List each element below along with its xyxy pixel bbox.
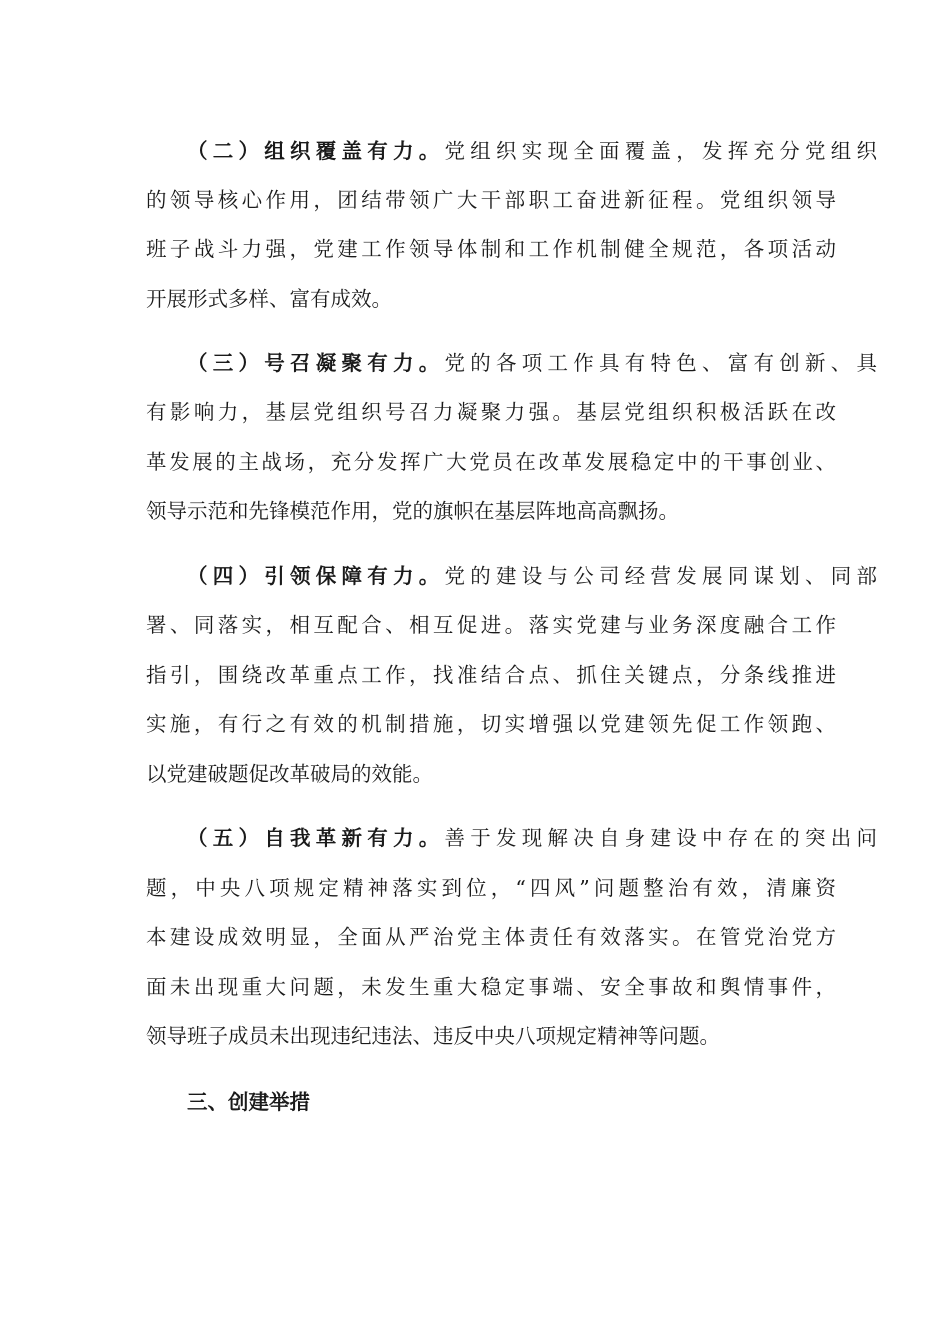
paragraph-4-line: 署、同落实，相互配合、相互促进。落实党建与业务深度融合工作 <box>146 613 836 637</box>
paragraph-3-first-line <box>187 343 877 383</box>
paragraph-4-title: （四）引领保障有力。 <box>187 564 445 588</box>
paragraph-2-line: 班子战斗力强，党建工作领导体制和工作机制健全规范，各项活动 <box>146 237 836 261</box>
paragraph-4-line: 指引，围绕改革重点工作，找准结合点、抓住关键点，分条线推进 <box>146 663 836 687</box>
paragraph-3-title: （三）号召凝聚有力。 <box>187 351 445 375</box>
paragraph-4-line: 实施，有行之有效的机制措施，切实增强以党建领先促工作领跑、 <box>146 712 836 736</box>
paragraph-5-title: （五）自我革新有力。 <box>187 826 445 850</box>
paragraph-4-first-line <box>187 556 877 596</box>
paragraph-5-line: 领导班子成员未出现违纪违法、违反中央八项规定精神等问题。 <box>146 1024 720 1048</box>
paragraph-4-text: 党的建设与公司经营发展同谋划、同部 <box>444 564 877 588</box>
paragraph-2-text: 党组织实现全面覆盖，发挥充分党组织 <box>444 139 877 163</box>
paragraph-2-first-line <box>187 131 877 171</box>
paragraph-5-line: 题，中央八项规定精神落实到位，“四风”问题整治有效，清廉资 <box>146 876 836 900</box>
paragraph-5-line: 面未出现重大问题，未发生重大稳定事端、安全事故和舆情事件， <box>146 975 836 999</box>
section-heading: 三、创建举措 <box>187 1090 310 1114</box>
paragraph-5-line: 本建设成效明显，全面从严治党主体责任有效落实。在管党治党方 <box>146 925 836 949</box>
paragraph-2-title: （二）组织覆盖有力。 <box>187 139 445 163</box>
paragraph-5-text: 善于发现解决自身建设中存在的突出问 <box>444 826 877 850</box>
paragraph-5-first-line <box>187 818 877 858</box>
paragraph-2-line: 开展形式多样、富有成效。 <box>146 287 392 311</box>
paragraph-3-line: 领导示范和先锋模范作用，党的旗帜在基层阵地高高飘扬。 <box>146 499 679 523</box>
paragraph-3-text: 党的各项工作具有特色、富有创新、具 <box>444 351 877 375</box>
paragraph-4-line: 以党建破题促改革破局的效能。 <box>146 762 433 786</box>
paragraph-3-line: 有影响力，基层党组织号召力凝聚力强。基层党组织积极活跃在改 <box>146 400 836 424</box>
paragraph-2-line: 的领导核心作用，团结带领广大干部职工奋进新征程。党组织领导 <box>146 188 836 212</box>
paragraph-3-line: 革发展的主战场，充分发挥广大党员在改革发展稳定中的干事创业、 <box>146 450 836 474</box>
